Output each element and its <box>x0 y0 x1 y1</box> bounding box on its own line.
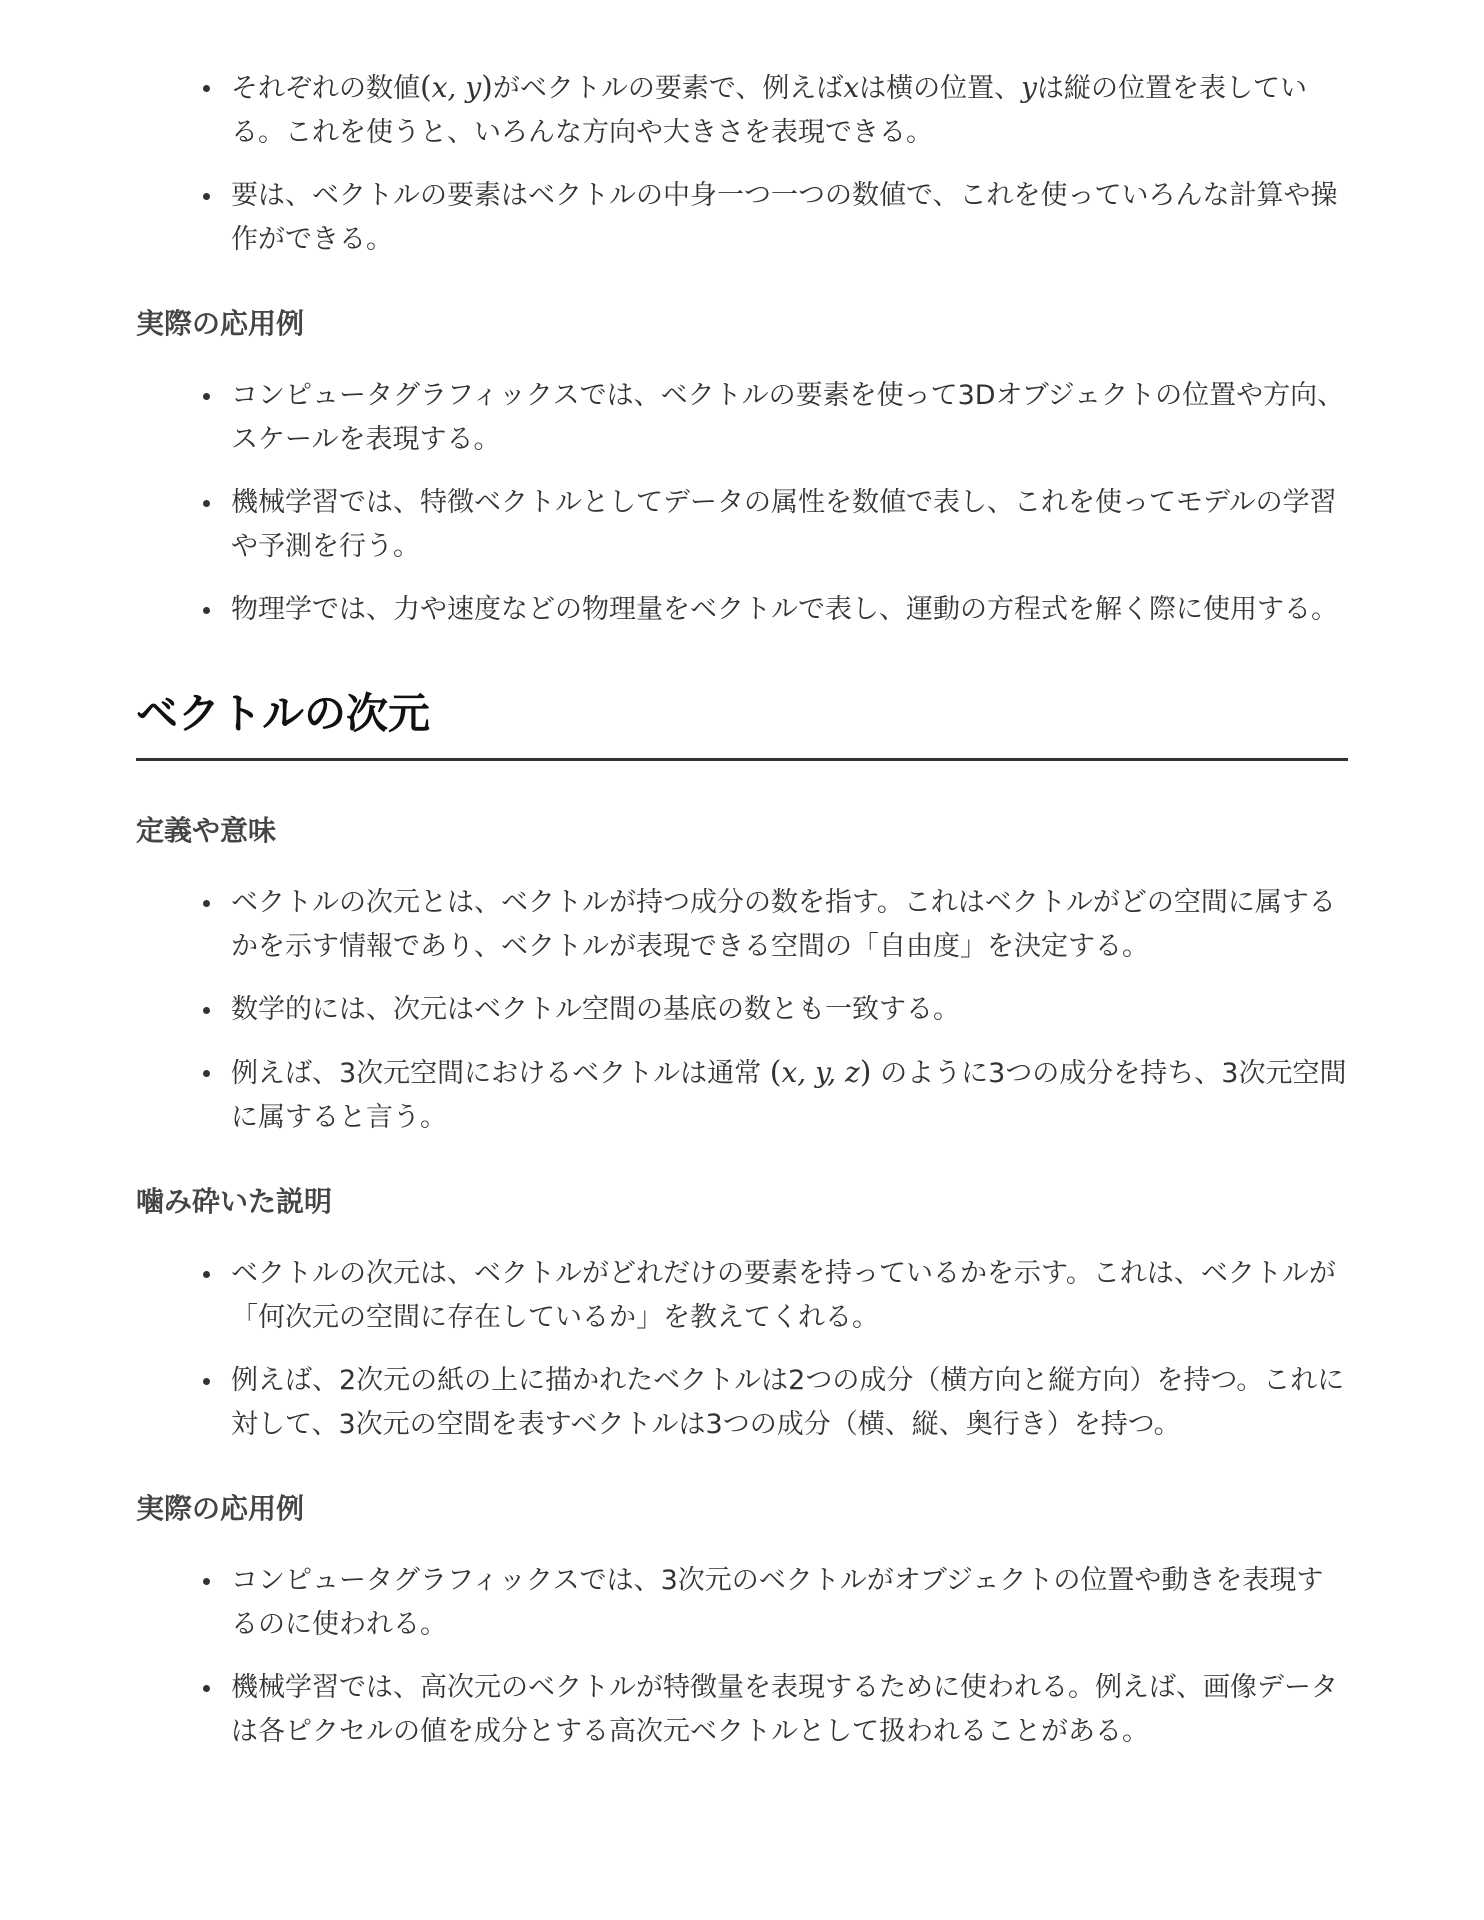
element-list <box>136 66 1348 262</box>
math-comma: , <box>447 71 466 104</box>
math-var-x: x <box>843 71 860 104</box>
list-item: 機械学習では、特徴ベクトルとしてデータの属性を数値で表し、これを使ってモデルの学習や予測を行う。 <box>231 481 1348 569</box>
explanation-list <box>136 1252 1348 1447</box>
list-item: ベクトルの次元とは、ベクトルが持つ成分の数を指す。これはベクトルがどの空間に属するかを示す情報であり、ベクトルが表現できる空間の「自由度」を決定する。 <box>231 881 1348 969</box>
section-title: ベクトルの次元 <box>136 686 1348 761</box>
text-run: のように3つの成分を持ち、3次元空間に属すると言う。 <box>231 1058 1347 1133</box>
applications-list <box>136 374 1348 632</box>
document-content <box>136 66 1348 1773</box>
subheading-applications: 実際の応用例 <box>136 1492 305 1525</box>
math-paren: ( <box>769 1055 782 1090</box>
math-var-z: z <box>845 1056 860 1089</box>
math-var-y: y <box>1021 71 1037 104</box>
list-item: 要は、ベクトルの要素はベクトルの中身一つ一つの数値で、これを使っていろんな計算や操作ができる。 <box>231 174 1348 262</box>
math-paren: ( <box>420 70 432 105</box>
definition-list <box>136 881 1348 1140</box>
math-var-y: y <box>465 71 482 104</box>
math-paren: ) <box>481 70 493 105</box>
list-item <box>231 1051 1348 1140</box>
text-run: は横の位置、 <box>859 73 1022 104</box>
math-var-y: y <box>815 1056 828 1089</box>
subheading-definition: 定義や意味 <box>136 814 277 847</box>
text-run: それぞれの数値 <box>231 73 420 104</box>
math-paren: ) <box>859 1055 872 1090</box>
math-var-x: x <box>781 1056 798 1089</box>
list-item: 機械学習では、高次元のベクトルが特徴量を表現するために使われる。例えば、画像データは各ピクセルの値を成分とする高次元ベクトルとして扱われることがある。 <box>231 1666 1348 1754</box>
list-item: コンピュータグラフィックスでは、ベクトルの要素を使って3Dオブジェクトの位置や方向、スケールを表現する。 <box>231 374 1348 462</box>
math-var-x: x <box>431 71 448 104</box>
list-item: 例えば、2次元の紙の上に描かれたベクトルは2つの成分（横方向と縦方向）を持つ。これに対して、3次元の空間を表すベクトルは3つの成分（横、縦、奥行き）を持つ。 <box>231 1359 1348 1447</box>
math-comma: , <box>827 1056 846 1089</box>
list-item: コンピュータグラフィックスでは、3次元のベクトルがオブジェクトの位置や動きを表現するのに使われる。 <box>231 1559 1348 1647</box>
subheading-explanation: 噛み砕いた説明 <box>136 1185 333 1218</box>
list-item: ベクトルの次元は、ベクトルがどれだけの要素を持っているかを示す。これは、ベクトルが「何次元の空間に存在しているか」を教えてくれる。 <box>231 1252 1348 1340</box>
list-item: 数学的には、次元はベクトル空間の基底の数とも一致する。 <box>231 988 1348 1032</box>
list-item <box>231 66 1348 155</box>
applications-list <box>136 1559 1348 1754</box>
text-run: は縦の位置を表している。これを使うと、いろんな方向や大きさを表現できる。 <box>231 73 1307 148</box>
list-item: 物理学では、力や速度などの物理量をベクトルで表し、運動の方程式を解く際に使用する。 <box>231 588 1348 632</box>
math-comma: , <box>797 1056 816 1089</box>
text-run: 例えば、3次元空間におけるベクトルは通常 <box>231 1058 770 1089</box>
text-run: がベクトルの要素で、例えば <box>492 73 844 104</box>
subheading-applications: 実際の応用例 <box>136 307 305 340</box>
